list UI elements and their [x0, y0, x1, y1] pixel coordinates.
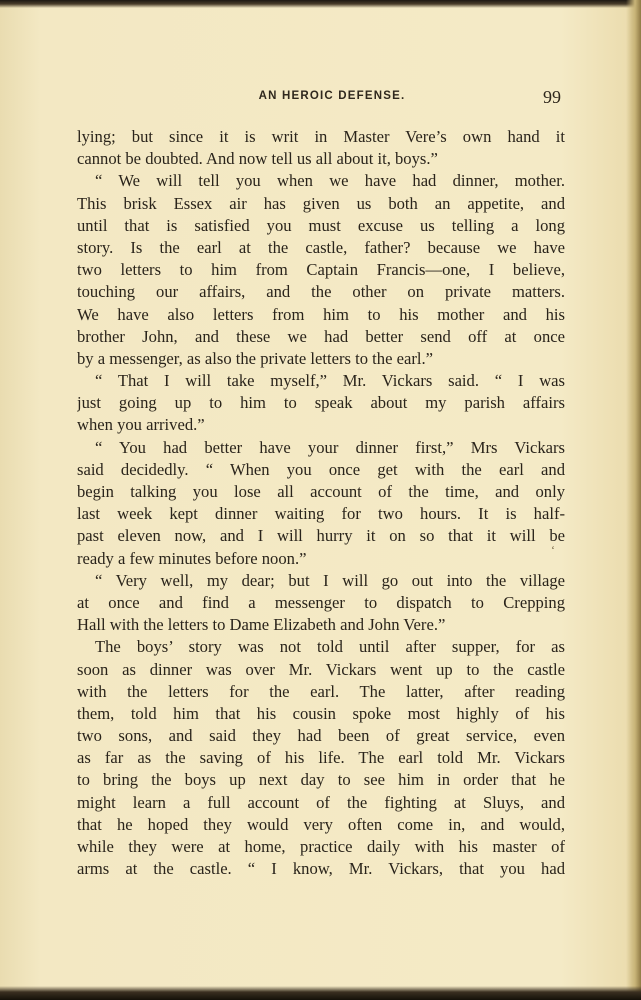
margin-mark: ʻ [551, 543, 555, 557]
text-line: while they were at home, practice daily with his master of [77, 837, 565, 856]
text-line: at once and find a messenger to dispatch to Crepping [77, 592, 565, 612]
text-line: two sons, and said they had been of great service, even [77, 726, 565, 746]
text-line: last week kept dinner waiting for two hours. It is half- [77, 504, 565, 524]
page-top-shadow [0, 0, 641, 8]
text-line: soon as dinner was over Mr. Vickars went up to the castle [77, 659, 565, 679]
text-line: begin talking you lose all account of the time, and only [77, 482, 565, 501]
text-line: lying; but since it is writ in Master Vere’s own hand it [77, 127, 565, 146]
text-line: We have also letters from him to his mother and his [77, 304, 565, 324]
text-line: The boys’ story was not told until after supper, for as [95, 637, 565, 657]
text-line: with the letters for the earl. The latter, after reading [77, 681, 565, 701]
text-line: “ Very well, my dear; but I will go out into the village [95, 570, 565, 590]
text-line: story. Is the earl at the castle, father? because we have [77, 237, 565, 257]
text-line: “ You had better have your dinner first,” Mrs Vickars [95, 437, 565, 457]
text-line: when you arrived.” [77, 415, 205, 435]
text-line: as far as the saving of his life. The earl told Mr. Vickars [77, 748, 565, 768]
text-line: arms at the castle. “ I know, Mr. Vickars, that you had [77, 859, 565, 879]
text-line: might learn a full account of the fighting at Sluys, and [77, 792, 565, 812]
running-title: AN HEROIC DEFENSE. [258, 90, 406, 102]
text-line: them, told him that his cousin spoke most highly of his [77, 703, 565, 723]
text-line: by a messenger, as also the private letters to the earl.” [77, 348, 433, 368]
text-line: ready a few minutes before noon.” [77, 548, 307, 568]
text-line: “ We will tell you when we have had dinner, mother. [95, 171, 565, 191]
text-line: past eleven now, and I will hurry it on so that it will be [77, 526, 565, 546]
text-line: touching our affairs, and the other on private matters. [77, 282, 565, 302]
text-line: This brisk Essex air has given us both an appetite, and [77, 193, 565, 213]
text-line: just going up to him to speak about my parish affairs [77, 393, 565, 413]
text-line: brother John, and these we had better send off at once [77, 326, 565, 346]
text-line: until that is satisfied you must excuse us telling a long [77, 215, 565, 235]
text-line: said decidedly. “ When you once get with the earl and [77, 459, 565, 479]
text-line: two letters to him from Captain Francis—one, I believe, [77, 260, 565, 280]
page-bottom-shadow [0, 986, 641, 1000]
text-line: cannot be doubted. And now tell us all about it, boys.” [77, 149, 438, 169]
text-line: to bring the boys up next day to see him in order that he [77, 770, 565, 790]
page-gutter-edge [626, 0, 641, 1000]
text-line: “ That I will take myself,” Mr. Vickars said. “ I was [95, 371, 565, 391]
page-number: 99 [543, 87, 561, 107]
body-text [77, 126, 565, 880]
text-line: that he hoped they would very often come in, and would, [77, 814, 565, 834]
text-line: Hall with the letters to Dame Elizabeth and John Vere.” [77, 615, 446, 635]
